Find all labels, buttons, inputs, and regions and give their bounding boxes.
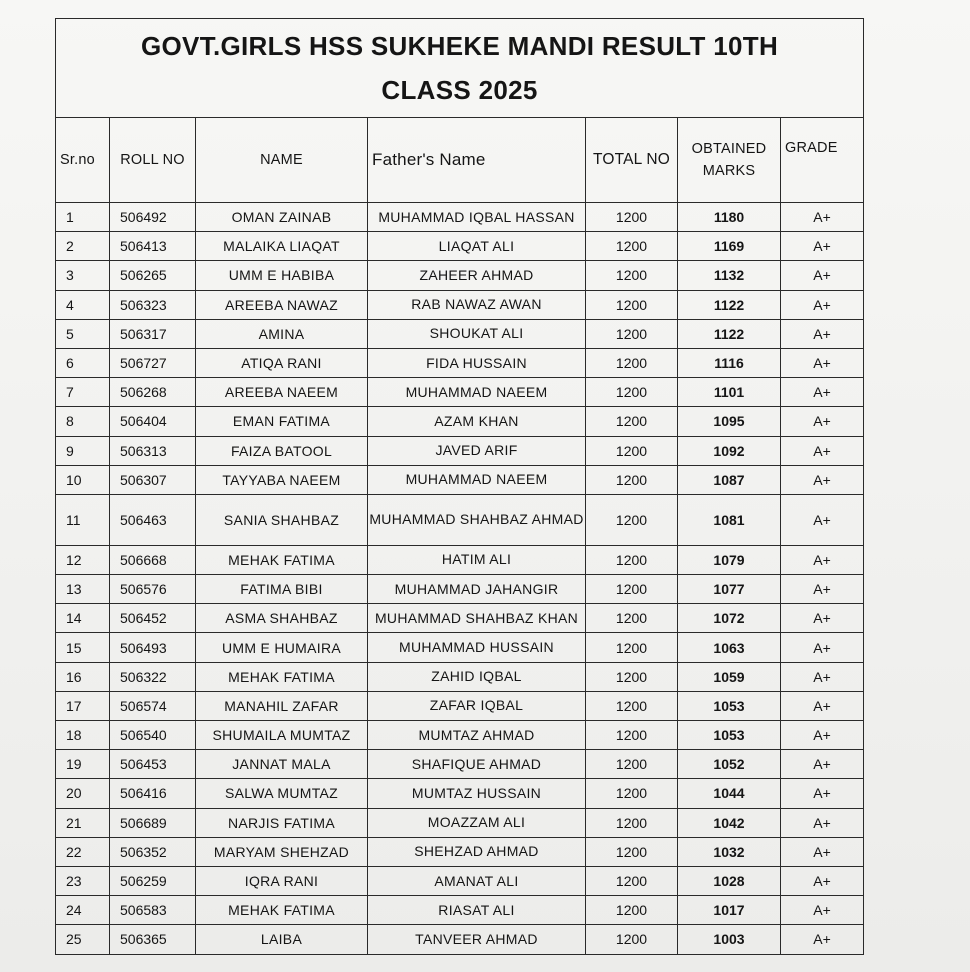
cell-roll-no: 506313	[110, 436, 196, 465]
table-row	[56, 545, 864, 574]
cell-grade: A+	[781, 545, 864, 574]
cell-total: 1200	[586, 545, 678, 574]
cell-total: 1200	[586, 348, 678, 377]
cell-roll-no: 506463	[110, 494, 196, 545]
cell-total: 1200	[586, 750, 678, 779]
cell-srno: 13	[56, 575, 110, 604]
header-obtained-line-1: OBTAINED	[691, 141, 767, 157]
cell-obtained-marks: 1003	[678, 925, 781, 954]
header-roll: ROLL NO	[110, 118, 196, 203]
cell-obtained-marks: 1079	[678, 545, 781, 574]
table-row	[56, 465, 864, 494]
cell-grade: A+	[781, 319, 864, 348]
cell-srno: 19	[56, 750, 110, 779]
cell-name: LAIBA	[196, 925, 368, 954]
cell-father-name: ZAFAR IQBAL	[368, 691, 586, 720]
cell-name: MEHAK FATIMA	[196, 896, 368, 925]
table-row	[56, 837, 864, 866]
title-line-2: CLASS 2025	[381, 75, 538, 105]
cell-srno: 22	[56, 837, 110, 866]
cell-name: SALWA MUMTAZ	[196, 779, 368, 808]
cell-srno: 20	[56, 779, 110, 808]
cell-obtained-marks: 1092	[678, 436, 781, 465]
cell-name: SHUMAILA MUMTAZ	[196, 721, 368, 750]
cell-name: AMINA	[196, 319, 368, 348]
table-row	[56, 203, 864, 232]
cell-father-name: MUHAMMAD IQBAL HASSAN	[368, 203, 586, 232]
cell-father-name: MUMTAZ AHMAD	[368, 721, 586, 750]
cell-srno: 7	[56, 378, 110, 407]
cell-name: OMAN ZAINAB	[196, 203, 368, 232]
cell-father-name: MOAZZAM ALI	[368, 808, 586, 837]
cell-srno: 6	[56, 348, 110, 377]
page-title	[56, 19, 864, 118]
cell-srno: 12	[56, 545, 110, 574]
cell-name: UMM E HABIBA	[196, 261, 368, 290]
cell-roll-no: 506307	[110, 465, 196, 494]
cell-obtained-marks: 1053	[678, 721, 781, 750]
cell-total: 1200	[586, 604, 678, 633]
cell-grade: A+	[781, 896, 864, 925]
cell-srno: 16	[56, 662, 110, 691]
cell-name: UMM E HUMAIRA	[196, 633, 368, 662]
cell-roll-no: 506416	[110, 779, 196, 808]
cell-obtained-marks: 1059	[678, 662, 781, 691]
cell-name: MALAIKA LIAQAT	[196, 232, 368, 261]
cell-roll-no: 506452	[110, 604, 196, 633]
cell-name: MARYAM SHEHZAD	[196, 837, 368, 866]
cell-roll-no: 506540	[110, 721, 196, 750]
cell-father-name: FIDA HUSSAIN	[368, 348, 586, 377]
cell-father-name: SHAFIQUE AHMAD	[368, 750, 586, 779]
cell-obtained-marks: 1063	[678, 633, 781, 662]
cell-father-name: MUHAMMAD NAEEM	[368, 378, 586, 407]
table-row	[56, 750, 864, 779]
cell-obtained-marks: 1052	[678, 750, 781, 779]
cell-name: MEHAK FATIMA	[196, 545, 368, 574]
cell-grade: A+	[781, 691, 864, 720]
cell-roll-no: 506365	[110, 925, 196, 954]
cell-total: 1200	[586, 232, 678, 261]
cell-srno: 23	[56, 866, 110, 895]
cell-srno: 10	[56, 465, 110, 494]
cell-father-name: RIASAT ALI	[368, 896, 586, 925]
table-row	[56, 721, 864, 750]
cell-srno: 1	[56, 203, 110, 232]
cell-roll-no: 506265	[110, 261, 196, 290]
cell-roll-no: 506352	[110, 837, 196, 866]
cell-obtained-marks: 1032	[678, 837, 781, 866]
table-row	[56, 348, 864, 377]
cell-grade: A+	[781, 261, 864, 290]
table-row	[56, 808, 864, 837]
cell-srno: 14	[56, 604, 110, 633]
cell-obtained-marks: 1017	[678, 896, 781, 925]
cell-name: EMAN FATIMA	[196, 407, 368, 436]
title-line-1: GOVT.GIRLS HSS SUKHEKE MANDI RESULT 10TH	[141, 31, 779, 61]
cell-srno: 3	[56, 261, 110, 290]
cell-total: 1200	[586, 866, 678, 895]
cell-roll-no: 506492	[110, 203, 196, 232]
cell-total: 1200	[586, 203, 678, 232]
cell-grade: A+	[781, 837, 864, 866]
cell-roll-no: 506583	[110, 896, 196, 925]
cell-roll-no: 506668	[110, 545, 196, 574]
cell-name: FAIZA BATOOL	[196, 436, 368, 465]
cell-grade: A+	[781, 779, 864, 808]
cell-grade: A+	[781, 378, 864, 407]
cell-grade: A+	[781, 808, 864, 837]
cell-roll-no: 506576	[110, 575, 196, 604]
cell-roll-no: 506317	[110, 319, 196, 348]
cell-name: ATIQA RANI	[196, 348, 368, 377]
cell-obtained-marks: 1072	[678, 604, 781, 633]
cell-name: NARJIS FATIMA	[196, 808, 368, 837]
cell-obtained-marks: 1116	[678, 348, 781, 377]
cell-obtained-marks: 1081	[678, 494, 781, 545]
cell-srno: 24	[56, 896, 110, 925]
cell-grade: A+	[781, 203, 864, 232]
header-srno: Sr.no	[56, 118, 110, 203]
cell-total: 1200	[586, 925, 678, 954]
table-row	[56, 866, 864, 895]
cell-grade: A+	[781, 866, 864, 895]
cell-total: 1200	[586, 290, 678, 319]
cell-srno: 25	[56, 925, 110, 954]
cell-roll-no: 506493	[110, 633, 196, 662]
cell-total: 1200	[586, 837, 678, 866]
table-row	[56, 319, 864, 348]
cell-father-name: MUHAMMAD HUSSAIN	[368, 633, 586, 662]
cell-srno: 9	[56, 436, 110, 465]
table-row	[56, 378, 864, 407]
cell-roll-no: 506323	[110, 290, 196, 319]
table-row	[56, 925, 864, 954]
cell-obtained-marks: 1122	[678, 290, 781, 319]
cell-grade: A+	[781, 348, 864, 377]
cell-obtained-marks: 1053	[678, 691, 781, 720]
cell-name: SANIA SHAHBAZ	[196, 494, 368, 545]
cell-srno: 17	[56, 691, 110, 720]
cell-name: TAYYABA NAEEM	[196, 465, 368, 494]
cell-father-name: LIAQAT ALI	[368, 232, 586, 261]
cell-name: AREEBA NAWAZ	[196, 290, 368, 319]
cell-total: 1200	[586, 575, 678, 604]
header-grade: GRADE	[781, 118, 864, 203]
header-total: TOTAL NO	[586, 118, 678, 203]
table-row	[56, 575, 864, 604]
table-row	[56, 779, 864, 808]
cell-grade: A+	[781, 232, 864, 261]
cell-name: JANNAT MALA	[196, 750, 368, 779]
cell-roll-no: 506574	[110, 691, 196, 720]
cell-srno: 15	[56, 633, 110, 662]
cell-obtained-marks: 1087	[678, 465, 781, 494]
cell-grade: A+	[781, 465, 864, 494]
cell-father-name: SHEHZAD AHMAD	[368, 837, 586, 866]
cell-grade: A+	[781, 721, 864, 750]
table-row	[56, 436, 864, 465]
result-table	[55, 18, 864, 955]
cell-name: AREEBA NAEEM	[196, 378, 368, 407]
cell-grade: A+	[781, 575, 864, 604]
cell-total: 1200	[586, 808, 678, 837]
cell-father-name: SHOUKAT ALI	[368, 319, 586, 348]
cell-grade: A+	[781, 436, 864, 465]
cell-obtained-marks: 1180	[678, 203, 781, 232]
cell-total: 1200	[586, 691, 678, 720]
cell-father-name: TANVEER AHMAD	[368, 925, 586, 954]
cell-obtained-marks: 1095	[678, 407, 781, 436]
cell-obtained-marks: 1132	[678, 261, 781, 290]
cell-father-name: ZAHID IQBAL	[368, 662, 586, 691]
cell-total: 1200	[586, 407, 678, 436]
cell-father-name: MUHAMMAD NAEEM	[368, 465, 586, 494]
cell-total: 1200	[586, 436, 678, 465]
cell-roll-no: 506689	[110, 808, 196, 837]
cell-roll-no: 506453	[110, 750, 196, 779]
cell-srno: 2	[56, 232, 110, 261]
table-row	[56, 232, 864, 261]
cell-name: FATIMA BIBI	[196, 575, 368, 604]
cell-name: MANAHIL ZAFAR	[196, 691, 368, 720]
cell-srno: 21	[56, 808, 110, 837]
cell-total: 1200	[586, 633, 678, 662]
cell-total: 1200	[586, 378, 678, 407]
cell-srno: 18	[56, 721, 110, 750]
cell-roll-no: 506727	[110, 348, 196, 377]
cell-srno: 4	[56, 290, 110, 319]
cell-father-name: HATIM ALI	[368, 545, 586, 574]
cell-grade: A+	[781, 407, 864, 436]
cell-grade: A+	[781, 290, 864, 319]
table-row	[56, 261, 864, 290]
cell-father-name: AMANAT ALI	[368, 866, 586, 895]
table-row	[56, 407, 864, 436]
header-name: NAME	[196, 118, 368, 203]
cell-grade: A+	[781, 494, 864, 545]
cell-obtained-marks: 1028	[678, 866, 781, 895]
cell-total: 1200	[586, 261, 678, 290]
table-row	[56, 290, 864, 319]
cell-name: MEHAK FATIMA	[196, 662, 368, 691]
cell-roll-no: 506413	[110, 232, 196, 261]
table-row	[56, 662, 864, 691]
cell-father-name: MUHAMMAD SHAHBAZ AHMAD	[368, 494, 586, 545]
cell-total: 1200	[586, 896, 678, 925]
table-row	[56, 633, 864, 662]
cell-father-name: AZAM KHAN	[368, 407, 586, 436]
cell-obtained-marks: 1101	[678, 378, 781, 407]
cell-father-name: MUMTAZ HUSSAIN	[368, 779, 586, 808]
result-body	[56, 203, 864, 955]
cell-obtained-marks: 1042	[678, 808, 781, 837]
header-obtained-line-2: MARKS	[702, 163, 756, 179]
cell-total: 1200	[586, 319, 678, 348]
cell-name: IQRA RANI	[196, 866, 368, 895]
cell-roll-no: 506404	[110, 407, 196, 436]
cell-roll-no: 506259	[110, 866, 196, 895]
cell-grade: A+	[781, 633, 864, 662]
cell-obtained-marks: 1122	[678, 319, 781, 348]
cell-roll-no: 506322	[110, 662, 196, 691]
cell-total: 1200	[586, 494, 678, 545]
cell-srno: 11	[56, 494, 110, 545]
cell-grade: A+	[781, 750, 864, 779]
cell-grade: A+	[781, 604, 864, 633]
cell-total: 1200	[586, 721, 678, 750]
table-row	[56, 494, 864, 545]
cell-total: 1200	[586, 662, 678, 691]
cell-father-name: JAVED ARIF	[368, 436, 586, 465]
cell-obtained-marks: 1077	[678, 575, 781, 604]
cell-total: 1200	[586, 779, 678, 808]
cell-father-name: MUHAMMAD JAHANGIR	[368, 575, 586, 604]
cell-total: 1200	[586, 465, 678, 494]
cell-grade: A+	[781, 925, 864, 954]
cell-grade: A+	[781, 662, 864, 691]
header-obtained-marks	[678, 118, 781, 203]
cell-father-name: RAB NAWAZ AWAN	[368, 290, 586, 319]
header-father-name: Father's Name	[368, 118, 586, 203]
cell-obtained-marks: 1169	[678, 232, 781, 261]
cell-father-name: MUHAMMAD SHAHBAZ KHAN	[368, 604, 586, 633]
cell-srno: 5	[56, 319, 110, 348]
header-row	[56, 118, 864, 203]
cell-obtained-marks: 1044	[678, 779, 781, 808]
cell-name: ASMA SHAHBAZ	[196, 604, 368, 633]
table-row	[56, 896, 864, 925]
cell-father-name: ZAHEER AHMAD	[368, 261, 586, 290]
cell-srno: 8	[56, 407, 110, 436]
table-row	[56, 691, 864, 720]
table-row	[56, 604, 864, 633]
cell-roll-no: 506268	[110, 378, 196, 407]
